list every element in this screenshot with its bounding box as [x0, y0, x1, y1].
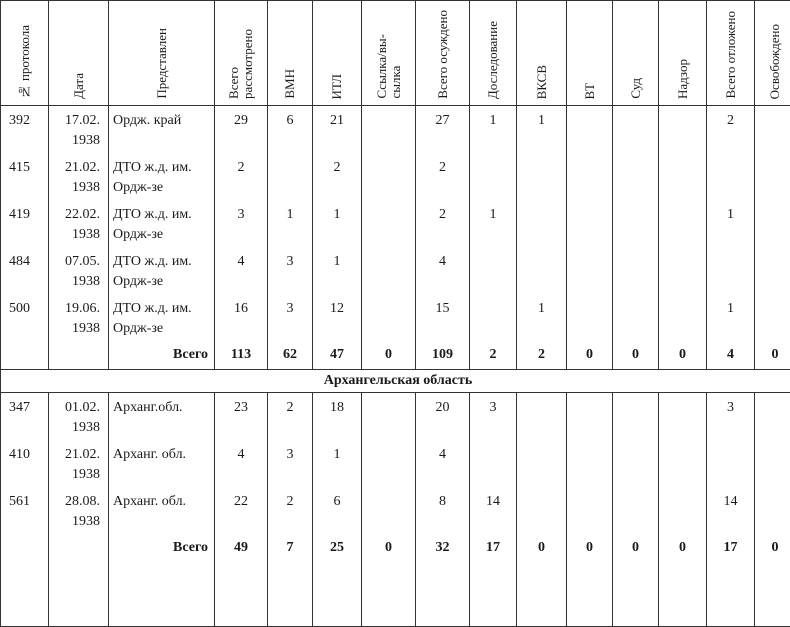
cell-total-convicted: 2 [416, 153, 470, 200]
total-vmn: 7 [268, 534, 313, 562]
cell-itl: 2 [313, 153, 362, 200]
cell-supervision [659, 153, 707, 200]
cell-itl: 1 [313, 440, 362, 487]
cell-empty [1, 534, 49, 562]
total-vt: 0 [567, 341, 613, 370]
cell-court [613, 247, 659, 294]
cell-presented: ДТО ж.д. им. Ордж-зе [109, 153, 215, 200]
cell-empty [109, 562, 215, 627]
cell-total-reviewed: 22 [215, 487, 268, 534]
cell-empty [1, 562, 49, 627]
cell-total-postponed: 1 [707, 200, 755, 247]
cell-empty [659, 562, 707, 627]
cell-exile [362, 200, 416, 247]
header-total-convicted: Всего осуждено [416, 1, 470, 106]
cell-presented: Арханг.обл. [109, 393, 215, 441]
cell-total-reviewed: 16 [215, 294, 268, 341]
cell-exile [362, 106, 416, 154]
cell-date: 07.05. 1938 [49, 247, 109, 294]
total-total-reviewed: 49 [215, 534, 268, 562]
cell-released [755, 294, 790, 341]
cell-empty [215, 562, 268, 627]
cell-supervision [659, 487, 707, 534]
cell-itl: 6 [313, 487, 362, 534]
cell-exile [362, 487, 416, 534]
cell-total-reviewed: 29 [215, 106, 268, 154]
cell-protocol: 419 [1, 200, 49, 247]
cell-vmn: 2 [268, 487, 313, 534]
cell-court [613, 106, 659, 154]
total-total-postponed: 17 [707, 534, 755, 562]
cell-released [755, 153, 790, 200]
cell-vt [567, 106, 613, 154]
total-vt: 0 [567, 534, 613, 562]
cell-total-convicted: 20 [416, 393, 470, 441]
cell-total-convicted: 15 [416, 294, 470, 341]
cell-total-convicted: 4 [416, 440, 470, 487]
cell-exile [362, 440, 416, 487]
cell-protocol: 347 [1, 393, 49, 441]
cell-empty [416, 562, 470, 627]
cell-presented: Арханг. обл. [109, 440, 215, 487]
total-label: Всего [109, 534, 215, 562]
cell-empty [49, 534, 109, 562]
cell-total-postponed [707, 153, 755, 200]
header-presented: Представлен [109, 1, 215, 106]
cell-empty [707, 562, 755, 627]
table-row [1, 247, 790, 294]
header-vt: ВТ [567, 1, 613, 106]
cell-presented: ДТО ж.д. им. Ордж-зе [109, 200, 215, 247]
total-reinvestigation: 2 [470, 341, 517, 370]
cell-presented: ДТО ж.д. им. Ордж-зе [109, 247, 215, 294]
table-header [1, 1, 790, 106]
cell-date: 17.02. 1938 [49, 106, 109, 154]
header-total-postponed: Всего отложено [707, 1, 755, 106]
cell-vmn [268, 153, 313, 200]
header-supervision: Надзор [659, 1, 707, 106]
cell-protocol: 500 [1, 294, 49, 341]
total-label: Всего [109, 341, 215, 370]
cell-empty [755, 562, 790, 627]
cell-date: 28.08. 1938 [49, 487, 109, 534]
empty-row [1, 562, 790, 627]
cell-total-postponed: 14 [707, 487, 755, 534]
total-itl: 25 [313, 534, 362, 562]
cell-reinvestigation: 14 [470, 487, 517, 534]
cell-protocol: 392 [1, 106, 49, 154]
total-row [1, 341, 790, 370]
table-row [1, 153, 790, 200]
cell-vksv [517, 487, 567, 534]
cell-vt [567, 487, 613, 534]
cell-vksv [517, 393, 567, 441]
total-released: 0 [755, 341, 790, 370]
cell-date: 21.02. 1938 [49, 153, 109, 200]
cell-court [613, 153, 659, 200]
cell-protocol: 561 [1, 487, 49, 534]
cell-total-postponed: 1 [707, 294, 755, 341]
cell-protocol: 415 [1, 153, 49, 200]
total-exile: 0 [362, 341, 416, 370]
cell-vmn: 6 [268, 106, 313, 154]
cell-total-postponed: 2 [707, 106, 755, 154]
cell-total-convicted: 2 [416, 200, 470, 247]
cell-vt [567, 440, 613, 487]
cell-total-convicted: 8 [416, 487, 470, 534]
cell-vt [567, 393, 613, 441]
cell-exile [362, 247, 416, 294]
cell-reinvestigation [470, 440, 517, 487]
header-total-reviewed: Всего рассмотрено [215, 1, 268, 106]
cell-empty [362, 562, 416, 627]
cell-released [755, 200, 790, 247]
cell-court [613, 393, 659, 441]
table-row [1, 440, 790, 487]
cell-vt [567, 294, 613, 341]
total-vmn: 62 [268, 341, 313, 370]
region-heading-row [1, 370, 790, 393]
cell-supervision [659, 200, 707, 247]
cell-protocol: 410 [1, 440, 49, 487]
cell-itl: 1 [313, 247, 362, 294]
cell-vksv: 1 [517, 294, 567, 341]
total-exile: 0 [362, 534, 416, 562]
cell-vmn: 3 [268, 440, 313, 487]
cell-total-postponed [707, 247, 755, 294]
cell-total-postponed [707, 440, 755, 487]
total-released: 0 [755, 534, 790, 562]
cell-date: 21.02. 1938 [49, 440, 109, 487]
cell-reinvestigation [470, 153, 517, 200]
table-row [1, 106, 790, 154]
cell-empty [313, 562, 362, 627]
cell-total-convicted: 27 [416, 106, 470, 154]
cell-vt [567, 200, 613, 247]
cell-itl: 21 [313, 106, 362, 154]
cell-vmn: 1 [268, 200, 313, 247]
cell-date: 01.02. 1938 [49, 393, 109, 441]
cell-vmn: 3 [268, 247, 313, 294]
cell-empty [470, 562, 517, 627]
total-vksv: 0 [517, 534, 567, 562]
table-body [1, 106, 790, 627]
total-supervision: 0 [659, 341, 707, 370]
cell-reinvestigation [470, 247, 517, 294]
total-court: 0 [613, 341, 659, 370]
cell-vt [567, 153, 613, 200]
total-itl: 47 [313, 341, 362, 370]
cell-total-convicted: 4 [416, 247, 470, 294]
cell-vksv [517, 153, 567, 200]
cell-reinvestigation: 3 [470, 393, 517, 441]
cell-released [755, 247, 790, 294]
cell-total-reviewed: 23 [215, 393, 268, 441]
cell-reinvestigation: 1 [470, 200, 517, 247]
cell-reinvestigation: 1 [470, 106, 517, 154]
cell-empty [49, 562, 109, 627]
cell-total-reviewed: 2 [215, 153, 268, 200]
cell-released [755, 106, 790, 154]
cell-presented: Арханг. обл. [109, 487, 215, 534]
cell-court [613, 440, 659, 487]
cell-total-postponed: 3 [707, 393, 755, 441]
total-row [1, 534, 790, 562]
cell-vksv [517, 200, 567, 247]
cell-total-reviewed: 3 [215, 200, 268, 247]
cell-empty [517, 562, 567, 627]
total-supervision: 0 [659, 534, 707, 562]
table-row [1, 294, 790, 341]
cell-presented: Ордж. край [109, 106, 215, 154]
cell-itl: 12 [313, 294, 362, 341]
cell-empty [567, 562, 613, 627]
cell-vmn: 2 [268, 393, 313, 441]
total-total-convicted: 32 [416, 534, 470, 562]
table-row [1, 487, 790, 534]
total-total-reviewed: 113 [215, 341, 268, 370]
cell-itl: 18 [313, 393, 362, 441]
cell-released [755, 440, 790, 487]
total-vksv: 2 [517, 341, 567, 370]
header-vksv: ВКСВ [517, 1, 567, 106]
total-reinvestigation: 17 [470, 534, 517, 562]
header-date: Дата [49, 1, 109, 106]
cell-reinvestigation [470, 294, 517, 341]
cell-protocol: 484 [1, 247, 49, 294]
total-court: 0 [613, 534, 659, 562]
table-row [1, 200, 790, 247]
table-row [1, 393, 790, 441]
cell-vt [567, 247, 613, 294]
cell-court [613, 200, 659, 247]
cell-total-reviewed: 4 [215, 440, 268, 487]
cell-empty [268, 562, 313, 627]
cell-date: 22.02. 1938 [49, 200, 109, 247]
cell-empty [1, 341, 49, 370]
cell-empty [49, 341, 109, 370]
cell-supervision [659, 393, 707, 441]
cell-supervision [659, 106, 707, 154]
cell-vksv [517, 247, 567, 294]
cell-exile [362, 294, 416, 341]
cell-released [755, 393, 790, 441]
cell-presented: ДТО ж.д. им. Ордж-зе [109, 294, 215, 341]
header-reinvestigation: Доследование [470, 1, 517, 106]
cell-supervision [659, 440, 707, 487]
header-exile: Ссылка/вы- сылка [362, 1, 416, 106]
cell-court [613, 294, 659, 341]
total-total-postponed: 4 [707, 341, 755, 370]
total-total-convicted: 109 [416, 341, 470, 370]
cell-date: 19.06. 1938 [49, 294, 109, 341]
region-title: Архангельская область [1, 370, 790, 393]
cell-empty [613, 562, 659, 627]
cell-vmn: 3 [268, 294, 313, 341]
cell-supervision [659, 294, 707, 341]
header-court: Суд [613, 1, 659, 106]
cell-supervision [659, 247, 707, 294]
cell-court [613, 487, 659, 534]
cell-exile [362, 393, 416, 441]
cell-released [755, 487, 790, 534]
header-vmn: ВМН [268, 1, 313, 106]
cell-vksv: 1 [517, 106, 567, 154]
cell-vksv [517, 440, 567, 487]
cell-total-reviewed: 4 [215, 247, 268, 294]
header-released: Освобождено [755, 1, 790, 106]
cell-exile [362, 153, 416, 200]
header-itl: ИТЛ [313, 1, 362, 106]
header-protocol: № протокола [1, 1, 49, 106]
cell-itl: 1 [313, 200, 362, 247]
